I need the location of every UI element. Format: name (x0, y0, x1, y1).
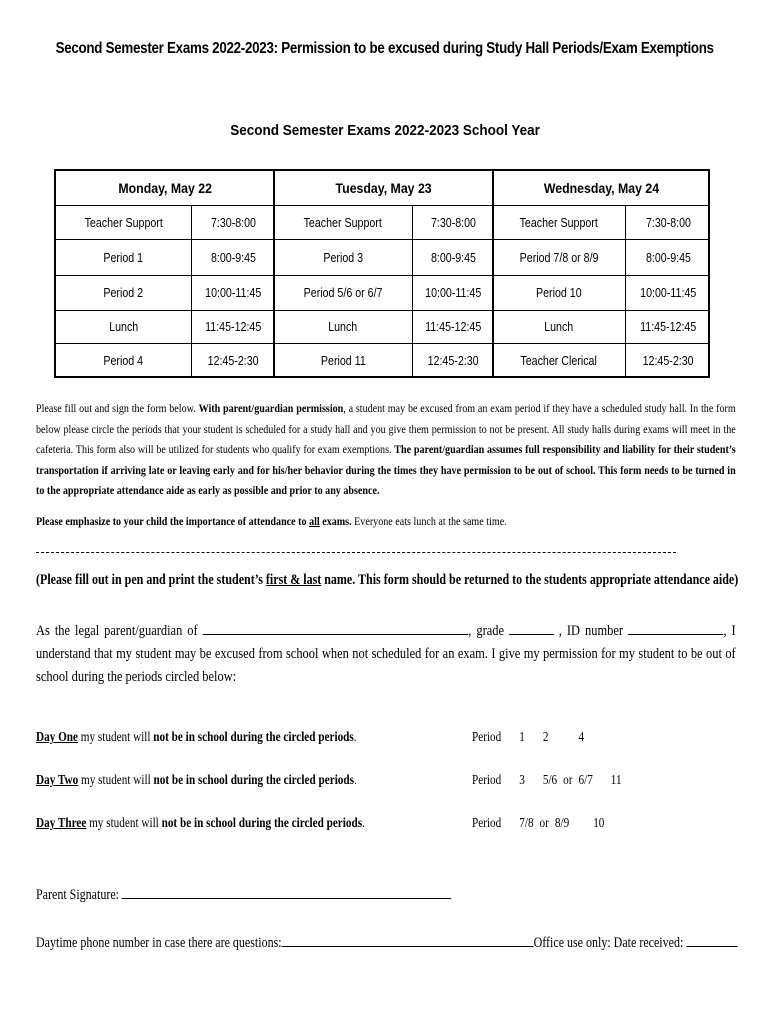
period-cell: Lunch (56, 310, 192, 343)
schedule-row (493, 310, 710, 344)
schedule-row (493, 343, 710, 378)
time-cell: 8:00-9:45 (430, 249, 476, 265)
period-cell: Period 5/6 or 6/7 (274, 275, 413, 310)
time-cell: 11:45-12:45 (639, 319, 697, 334)
time-cell: 12:45-2:30 (427, 353, 479, 368)
schedule-day-column (56, 171, 274, 376)
schedule-row (493, 239, 710, 276)
time-cell: 11:45-12:45 (424, 319, 482, 334)
attendance-note: Please emphasize to your child the importance of attendance to all exams. Everyone eats lunch at the same time. (36, 514, 507, 528)
fill-instruction: (Please fill out in pen and print the student’s first & last name. This form should be returned to the students appropriate attendance aide) (36, 572, 739, 588)
phone-line: Daytime phone number in case there are questions: Office use only: Date received: (36, 932, 770, 952)
schedule-row (493, 205, 710, 240)
time-cell: 12:45-2:30 (207, 353, 259, 368)
schedule-row (274, 205, 493, 240)
column-divider (273, 171, 275, 376)
schedule-day-column (493, 171, 710, 376)
day-label: Day Three (36, 816, 87, 831)
period-cell: Period 10 (493, 275, 626, 310)
time-cell: 10:00-11:45 (204, 285, 262, 300)
period-cell: Teacher Clerical (493, 343, 626, 378)
day-label: Day Two (36, 773, 79, 788)
period-cell: Period 2 (56, 275, 192, 310)
day-header (56, 171, 274, 206)
form-title: Second Semester Exams 2022-2023: Permission to be excused during Study Hall Periods/Exam Exemptions (55, 40, 715, 57)
parent-signature-field[interactable] (122, 884, 452, 899)
time-cell: 8:00-9:45 (210, 249, 256, 265)
period-cell: Lunch (493, 310, 626, 343)
schedule-row (274, 343, 493, 378)
period-cell: Teacher Support (493, 205, 626, 239)
schedule-row (56, 239, 274, 276)
instructions-paragraph: Please fill out and sign the form below. With parent/guardian permission, a student may be excused from an exam period if they have a scheduled study hall. In the form below please circle the periods that your student is scheduled for a study hall and you give them permission to not be present. All study halls during exams will meet in the cafeteria. This form also will be utilized for students who qualify for exam exemptions. The parent/guardian assumes full responsibility and liability for their student’s transportation if arriving late or leaving early and for his/her behavior during the times they have permission to be out of school. This form needs to be turned in to the appropriate attendance aide as early as possible and prior to any absence. (36, 401, 736, 497)
phone-number-field[interactable] (282, 932, 534, 947)
period-cell: Period 3 (274, 239, 413, 275)
schedule-row (274, 239, 493, 276)
period-cell: Lunch (274, 310, 413, 343)
column-divider (492, 171, 494, 376)
day-name: Wednesday, May 24 (543, 180, 660, 196)
period-cell: Period 11 (274, 343, 413, 378)
time-cell: 10:00-11:45 (424, 285, 482, 300)
day-excused-statement: Day Two my student will not be in school during the circled periods. (36, 773, 357, 788)
time-cell: 7:30-8:00 (430, 214, 476, 230)
day-header (493, 171, 710, 206)
date-received-field[interactable] (686, 932, 737, 947)
schedule-row (56, 343, 274, 378)
schedule-row (493, 275, 710, 311)
schedule-row (274, 275, 493, 311)
schedule-row (56, 275, 274, 311)
student-name-field[interactable] (203, 620, 469, 635)
time-cell: 7:30-8:00 (645, 214, 691, 230)
parent-signature-line: Parent Signature: (36, 884, 555, 904)
day-label: Day One (36, 730, 78, 745)
time-cell: 10:00-11:45 (639, 285, 697, 300)
schedule-day-column (274, 171, 493, 376)
time-cell: 7:30-8:00 (210, 214, 256, 230)
time-cell: 11:45-12:45 (204, 319, 262, 334)
time-cell: 12:45-2:30 (642, 353, 694, 368)
grade-field[interactable] (509, 620, 554, 635)
period-cell: Teacher Support (274, 205, 413, 239)
schedule-row (274, 310, 493, 344)
circle-periods-options[interactable]: Period 7/8 or 8/9 10 (472, 816, 605, 831)
period-cell: Period 1 (56, 239, 192, 275)
id-number-field[interactable] (628, 620, 723, 635)
cut-line (36, 552, 676, 553)
day-excused-statement: Day Three my student will not be in school during the circled periods. (36, 816, 365, 831)
period-cell: Teacher Support (56, 205, 192, 239)
day-name: Tuesday, May 23 (335, 180, 432, 196)
exam-schedule-table (54, 169, 710, 378)
period-cell: Period 4 (56, 343, 192, 378)
circle-periods-options[interactable]: Period 1 2 4 (472, 730, 585, 745)
day-name: Monday, May 22 (118, 180, 212, 196)
schedule-title: Second Semester Exams 2022-2023 School Year (230, 122, 540, 139)
day-header (274, 171, 493, 206)
time-cell: 8:00-9:45 (645, 249, 691, 265)
consent-statement: As the legal parent/guardian of , grade , ID number , I understand that my student may be excused from school when not scheduled for an exam. I give my permission for my student to be out of school during the periods circled below: (36, 620, 736, 689)
day-excused-statement: Day One my student will not be in school during the circled periods. (36, 730, 357, 745)
period-cell: Period 7/8 or 8/9 (493, 239, 626, 275)
schedule-row (56, 310, 274, 344)
circle-periods-options[interactable]: Period 3 5/6 or 6/7 11 (472, 773, 622, 788)
schedule-row (56, 205, 274, 240)
